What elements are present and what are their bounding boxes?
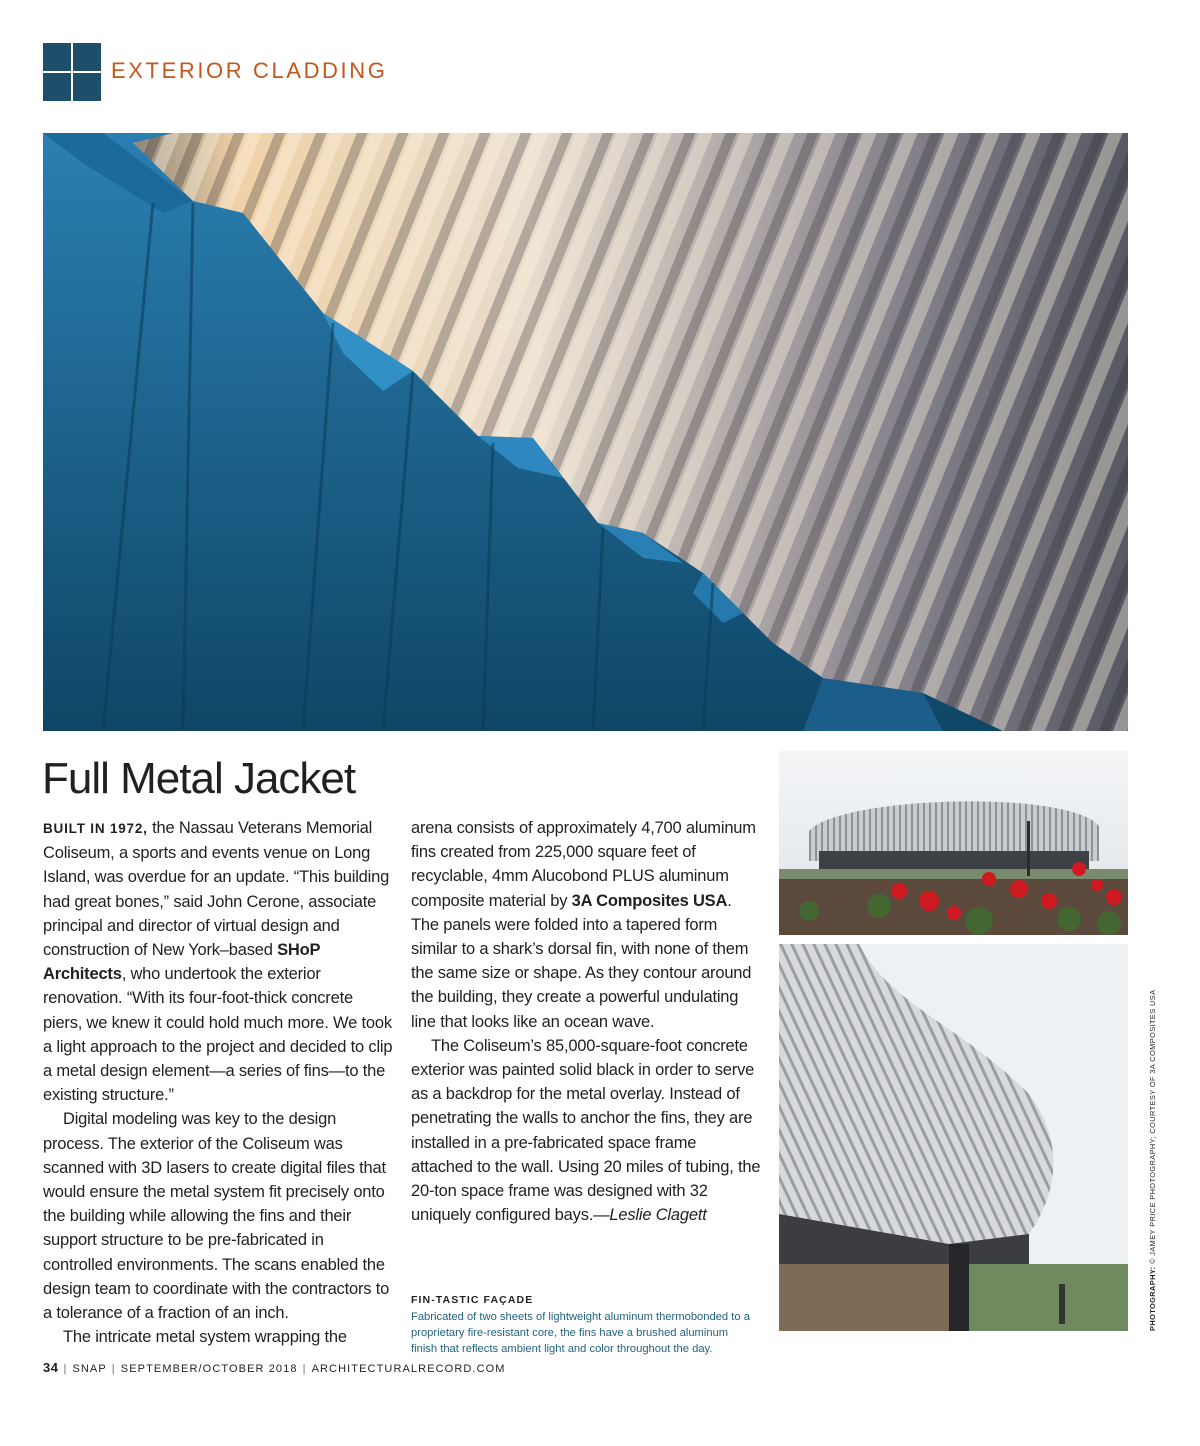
manufacturer-name: 3A Composites USA [571, 891, 728, 910]
article-text: the Nassau Veterans Memorial Coliseum, a sports and events venue on Long Island, was overdue for an update. “This building had great bones,” said John Cerone, associate principal and director of virtual design and construction of New York–based [43, 819, 390, 960]
article-lead-in: BUILT IN 1972, [43, 821, 148, 836]
article-column-1 [43, 816, 393, 1349]
coliseum-exterior-graphic [779, 751, 1128, 935]
fin-detail-photo [779, 944, 1128, 1331]
caption-body: Fabricated of two sheets of lightweight aluminum thermobonded to a proprietary fire-resistant core, the fins have a brushed aluminum finish that reflects ambient light and color throughout the day. [411, 1311, 750, 1355]
section-title: EXTERIOR CLADDING [111, 58, 388, 83]
footer-divider: | [63, 1363, 68, 1375]
footer-divider: | [111, 1363, 116, 1375]
article-headline: Full Metal Jacket [42, 754, 356, 803]
firm-name: SHoP Architects [43, 941, 321, 984]
article-column-2 [411, 816, 761, 1227]
article-text: The Coliseum’s 85,000-square-foot concrete exterior was painted solid black in order to serve as a backdrop for the metal overlay. Instead of penetrating the walls to anchor the fins, they are installed in a pre-fabricated space frame attached to the wall. Using 20 miles of tubing, the 20-ton space frame was designed with 32 uniquely configured bays. [411, 1036, 761, 1225]
article-paragraph: Digital modeling was key to the design process. The exterior of the Coliseum was scanned with 3D lasers to create digital files that would ensure the metal system fit precisely onto the building while allowing the fins and their support structure to be pre-fabricated in controlled environments. The scans enabled the design team to coordinate with the contractors to a tolerance of a fraction of an inch. [43, 1110, 390, 1323]
logo-grid-line [43, 71, 101, 73]
page-footer [43, 1360, 506, 1375]
footer-section: SNAP [72, 1363, 107, 1375]
photo-credit-text: © JAMEY PRICE PHOTOGRAPHY; COURTESY OF 3A COMPOSITES USA [1148, 989, 1157, 1267]
caption-title: FIN-TASTIC FAÇADE [411, 1294, 534, 1306]
fin-detail-graphic [779, 944, 1128, 1331]
article-text: , who undertook the exterior renovation. “With its four-foot-thick concrete piers, we knew it could hold much more. We took a light approach to the project and decided to clip a metal design element—a series of fins—to the existing structure.” [43, 965, 393, 1105]
photo-credit [1148, 989, 1157, 1331]
author-byline: —Leslie Clagett [593, 1206, 707, 1225]
article-text: arena consists of approximately 4,700 aluminum fins created from 225,000 square feet of recyclable, 4mm Alucobond PLUS aluminum composite material by [411, 819, 756, 910]
footer-issue: SEPTEMBER/OCTOBER 2018 [120, 1363, 298, 1375]
article-paragraph [411, 816, 761, 1034]
photo-credit-label: PHOTOGRAPHY: [1148, 1266, 1157, 1331]
article-paragraph: The intricate metal system wrapping the [63, 1328, 347, 1347]
footer-website: ARCHITECTURALRECORD.COM [311, 1363, 506, 1375]
coliseum-exterior-photo [779, 751, 1128, 935]
footer-divider: | [302, 1363, 307, 1375]
hero-photo [43, 133, 1128, 731]
hero-photo-graphic [43, 133, 1128, 731]
article-text: . The panels were folded into a tapered form similar to a shark’s dorsal fin, with none of them the same size or shape. As they contour around the building, they create a powerful undulating line that looks like an ocean wave. [411, 891, 752, 1031]
page-number: 34 [43, 1360, 59, 1375]
article-paragraph [411, 1034, 761, 1228]
article-paragraph [43, 816, 393, 1107]
section-logo [43, 43, 101, 101]
